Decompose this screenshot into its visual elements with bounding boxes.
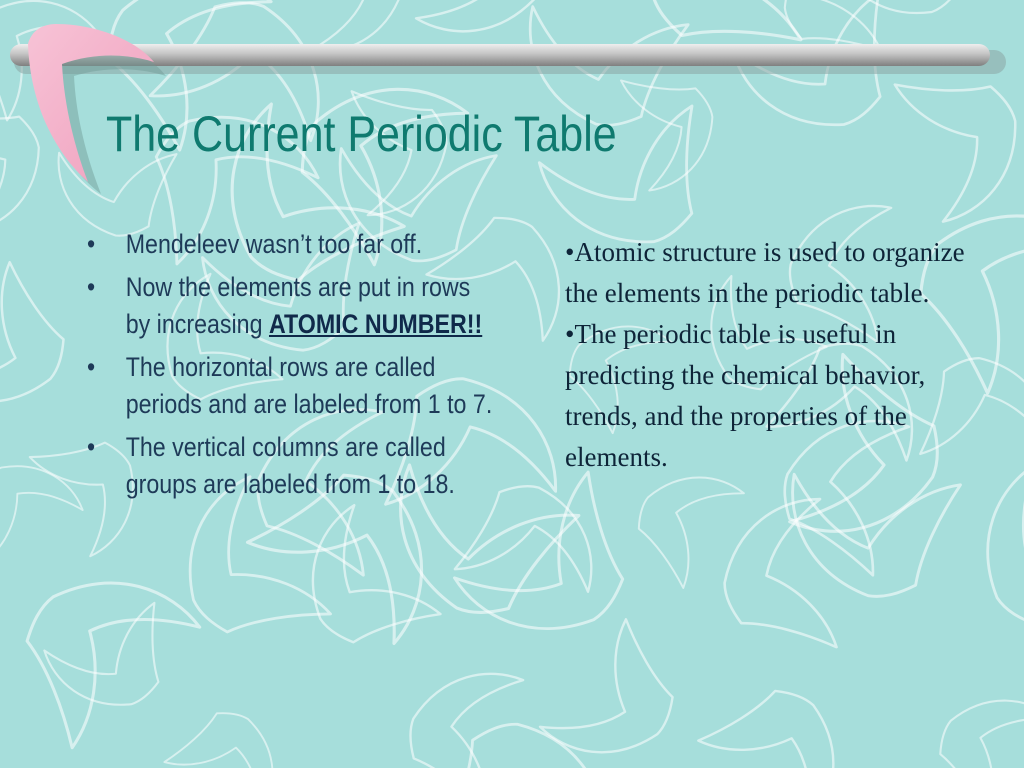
bullet-item [87,429,500,503]
bullet-emphasis: ATOMIC NUMBER!! [268,309,483,339]
left-bullet-column [87,226,500,509]
right-paragraph: •The periodic table is useful in predicting the chemical behavior, trends, and the properties of the elements. [565,319,926,472]
bullet-icon: • [87,352,96,382]
bullet-text: Now the elements are put in rows by increasing [125,272,471,339]
bullet-text: The vertical columns are called groups are labeled from 1 to 18. [125,432,455,499]
bullet-list [87,226,500,503]
bullet-item [87,269,500,343]
decorative-rail [0,0,1024,200]
rail-bar [10,44,990,66]
slide-title: The Current Periodic Table [106,106,617,162]
bullet-icon: • [87,272,96,302]
bullet-item [87,349,500,423]
bullet-icon: • [87,229,96,259]
bullet-text: Mendeleev wasn’t too far off. [125,229,423,259]
right-paragraph: •Atomic structure is used to organize the elements in the periodic table. [565,237,965,308]
bullet-icon: • [87,432,96,462]
bullet-text: The horizontal rows are called periods and are labeled from 1 to 7. [125,352,493,419]
right-text-column [565,232,965,478]
bullet-item [87,226,500,263]
